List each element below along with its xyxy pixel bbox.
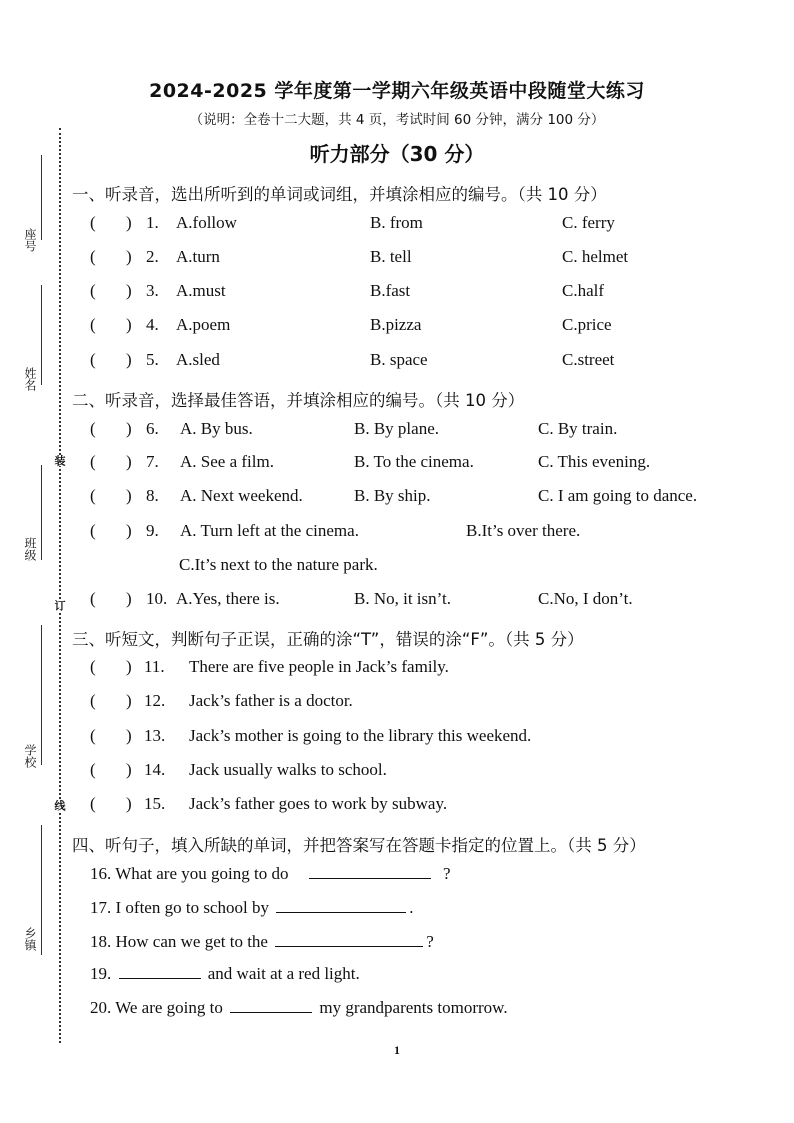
answer-paren-open: ( [90, 281, 96, 300]
question-18 [90, 931, 434, 952]
question-number: 10. [146, 589, 168, 608]
question-number: 2. [146, 247, 159, 266]
sentence-end: ? [442, 864, 451, 883]
sentence-end: my grandparents tomorrow. [319, 998, 508, 1017]
exam-instructions: （说明：全卷十二大题，共 4 页，考试时间 60 分钟，满分 100 分） [189, 112, 605, 128]
option-c: C. ferry [562, 213, 615, 232]
question-number: 1. [146, 213, 159, 232]
answer-paren-close: ) [126, 657, 132, 676]
option-a: A. See a film. [180, 452, 274, 471]
answer-paren-close: ) [126, 419, 132, 438]
option-c: C.No, I don’t. [538, 589, 633, 608]
statement-text: Jack’s father is a doctor. [189, 691, 353, 710]
option-c: C. I am going to dance. [538, 486, 698, 505]
answer-paren-close: ) [126, 691, 132, 710]
statement-text: Jack’s father goes to work by subway. [189, 794, 448, 813]
option-b: B. tell [370, 247, 412, 266]
seal-char-3: 线 [53, 800, 66, 811]
question-number: 14. [144, 760, 166, 779]
statement-text: Jack’s mother is going to the library this weekend. [189, 726, 532, 745]
town-label: 乡镇 [23, 927, 37, 951]
option-c: C. This evening. [538, 452, 651, 471]
option-a: A. By bus. [180, 419, 253, 438]
option-b: B. By ship. [354, 486, 431, 505]
sentence-start: 18. How can we get to the [90, 932, 268, 951]
option-a: A.must [176, 281, 226, 300]
answer-paren-open: ( [90, 589, 96, 608]
answer-paren-open: ( [90, 521, 96, 540]
option-c: C.half [562, 281, 605, 300]
seal-char-2: 订 [53, 600, 66, 611]
section-1-heading: 一、听录音，选出所听到的单词或词组，并填涂相应的编号。（共 10 分） [72, 185, 607, 204]
sentence-end: and wait at a red light. [207, 964, 360, 983]
question-number: 7. [146, 452, 159, 471]
answer-paren-close: ) [126, 521, 132, 540]
option-b: B.pizza [370, 315, 422, 334]
question-17 [90, 897, 413, 918]
seat-number-line [41, 155, 42, 240]
question-number: 4. [146, 315, 159, 334]
option-b: B. from [370, 213, 423, 232]
question-number: 3. [146, 281, 159, 300]
binding-dotted-line [59, 128, 61, 1043]
option-b: B. By plane. [354, 419, 439, 438]
answer-blank[interactable] [276, 897, 406, 913]
name-label: 姓名 [23, 367, 37, 391]
school-label: 学校 [23, 744, 37, 768]
option-a: A.Yes, there is. [176, 589, 280, 608]
option-c: C. helmet [562, 247, 629, 266]
answer-paren-open: ( [90, 247, 96, 266]
question-16 [90, 863, 451, 884]
answer-paren-open: ( [90, 486, 96, 505]
answer-paren-open: ( [90, 794, 96, 813]
statement-text: There are five people in Jack’s family. [189, 657, 449, 676]
answer-paren-open: ( [90, 315, 96, 334]
answer-paren-open: ( [90, 726, 96, 745]
page-number: 1 [394, 1043, 400, 1057]
answer-paren-close: ) [126, 726, 132, 745]
answer-paren-close: ) [126, 794, 132, 813]
question-number: 9. [146, 521, 159, 540]
section-2-heading: 二、听录音，选择最佳答语，并填涂相应的编号。（共 10 分） [72, 391, 525, 410]
sentence-start: 19. [90, 964, 112, 983]
answer-paren-close: ) [126, 589, 132, 608]
answer-paren-close: ) [126, 281, 132, 300]
option-b: B. No, it isn’t. [354, 589, 451, 608]
section-4-heading: 四、听句子，填入所缺的单词，并把答案写在答题卡指定的位置上。（共 5 分） [72, 836, 646, 855]
answer-paren-open: ( [90, 760, 96, 779]
option-c: C.street [562, 350, 615, 369]
question-number: 11. [144, 657, 165, 676]
option-c: C.price [562, 315, 612, 334]
answer-paren-close: ) [126, 452, 132, 471]
sentence-start: 20. We are going to [90, 998, 223, 1017]
option-b: B. To the cinema. [354, 452, 474, 471]
section-3-heading: 三、听短文，判断句子正误，正确的涂“T”，错误的涂“F”。（共 5 分） [72, 630, 584, 649]
class-line [41, 465, 42, 560]
question-number: 5. [146, 350, 159, 369]
answer-paren-close: ) [126, 486, 132, 505]
sentence-end: . [409, 898, 414, 917]
option-a: A.poem [176, 315, 231, 334]
answer-paren-open: ( [90, 691, 96, 710]
answer-blank[interactable] [309, 863, 431, 879]
answer-paren-close: ) [126, 760, 132, 779]
option-a: A.turn [176, 247, 220, 266]
seal-char-1: 装 [53, 455, 66, 466]
option-b: B.It’s over there. [466, 521, 581, 540]
option-a: A.follow [176, 213, 237, 232]
answer-blank[interactable] [230, 997, 312, 1013]
option-c: C. By train. [538, 419, 618, 438]
answer-paren-open: ( [90, 213, 96, 232]
question-number: 8. [146, 486, 159, 505]
option-a: A. Turn left at the cinema. [180, 521, 359, 540]
statement-text: Jack usually walks to school. [189, 760, 387, 779]
answer-paren-close: ) [126, 315, 132, 334]
part-heading: 听力部分（30 分） [309, 142, 485, 166]
question-19 [90, 963, 360, 984]
answer-paren-close: ) [126, 213, 132, 232]
sentence-start: 16. What are you going to do [90, 864, 289, 883]
question-number: 12. [144, 691, 166, 710]
answer-blank[interactable] [275, 931, 423, 947]
answer-paren-close: ) [126, 247, 132, 266]
option-b: B. space [370, 350, 428, 369]
question-20 [90, 997, 508, 1018]
option-b: B.fast [370, 281, 411, 300]
answer-paren-open: ( [90, 657, 96, 676]
seat-number-label: 座号 [23, 228, 37, 252]
option-a: A. Next weekend. [180, 486, 303, 505]
answer-paren-close: ) [126, 350, 132, 369]
sentence-end: ? [426, 932, 434, 951]
option-a: A.sled [176, 350, 220, 369]
name-line [41, 285, 42, 385]
question-number: 6. [146, 419, 159, 438]
question-number: 13. [144, 726, 166, 745]
school-line [41, 625, 42, 765]
sentence-start: 17. I often go to school by [90, 898, 269, 917]
class-label: 班级 [23, 537, 37, 561]
town-line [41, 825, 42, 955]
answer-paren-open: ( [90, 350, 96, 369]
exam-title: 2024-2025 学年度第一学期六年级英语中段随堂大练习 [149, 80, 645, 102]
question-number: 15. [144, 794, 166, 813]
question-9-option-c: C.It’s next to the nature park. [179, 555, 378, 574]
answer-paren-open: ( [90, 419, 96, 438]
answer-paren-open: ( [90, 452, 96, 471]
answer-blank[interactable] [119, 963, 201, 979]
